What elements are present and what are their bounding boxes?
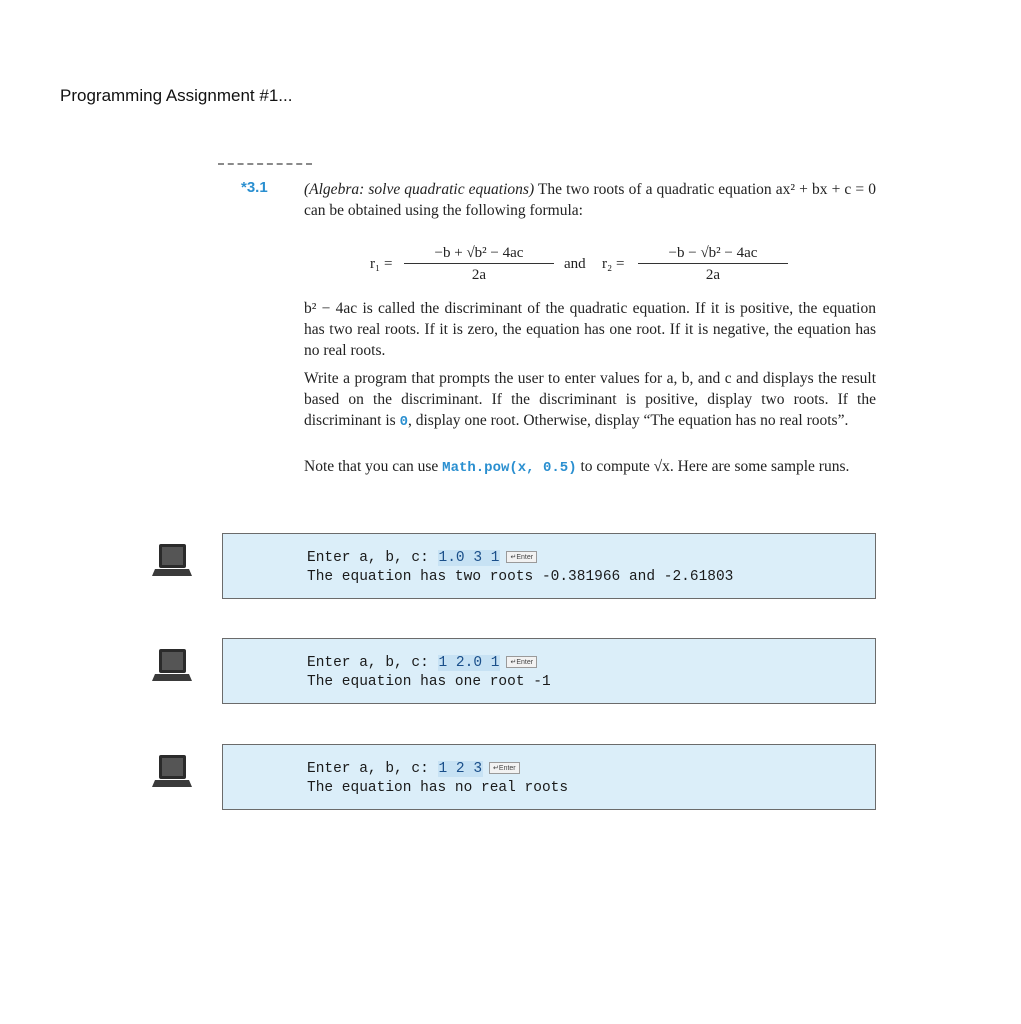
task-zero: 0 — [399, 414, 408, 430]
page-title: Programming Assignment #1... — [60, 86, 293, 105]
intro-text: The two roots of a quadratic equation ax² + bx + c = 0 can be obtained using the following formula: — [304, 181, 876, 219]
run-input-line — [307, 655, 537, 671]
r2-fraction — [638, 243, 788, 286]
and-label: and — [564, 256, 586, 272]
note-paragraph — [304, 456, 876, 479]
r1-denominator: 2a — [471, 267, 487, 283]
r2-label: r₂ = — [602, 256, 625, 272]
enter-key-icon: ↵Enter — [489, 762, 520, 774]
quadratic-formula — [370, 243, 800, 289]
exercise-intro — [304, 179, 876, 221]
run-output: The equation has no real roots — [307, 780, 569, 796]
sample-run-2 — [222, 638, 876, 704]
r1-numerator: −b + √b² − 4ac — [404, 243, 554, 264]
sample-run-1 — [222, 533, 876, 599]
r2-denominator: 2a — [705, 267, 721, 283]
run-input-line — [307, 550, 537, 566]
exercise-number: *3.1 — [241, 179, 268, 196]
run-user-input: 1 2.0 1 — [438, 655, 500, 671]
note-code: Math.pow(x, 0.5) — [442, 460, 577, 476]
laptop-icon — [152, 543, 192, 579]
r1-fraction — [404, 243, 554, 286]
sample-run-3 — [222, 744, 876, 810]
run-input-line — [307, 761, 520, 777]
task-text-b: , display one root. Otherwise, display “The equation has no real roots”. — [407, 412, 849, 429]
run-output: The equation has one root -1 — [307, 674, 551, 690]
run-prompt: Enter a, b, c: — [307, 550, 438, 566]
note-text-b: to compute √x. Here are some sample runs. — [576, 458, 850, 475]
laptop-icon — [152, 754, 192, 790]
run-user-input: 1.0 3 1 — [438, 550, 500, 566]
r2-numerator: −b − √b² − 4ac — [638, 243, 788, 264]
enter-key-icon: ↵Enter — [506, 656, 537, 668]
exercise-topic: (Algebra: solve quadratic equations) — [304, 181, 535, 198]
section-divider — [218, 163, 312, 165]
note-text-a: Note that you can use — [304, 458, 443, 475]
task-text-a: Write a program that prompts the user to enter values for a, b, and c and displays the result based on the discriminant. If the discriminant is positive, display two roots. If the discriminant is — [304, 370, 876, 429]
run-output: The equation has two roots -0.381966 and -2.61803 — [307, 569, 734, 585]
discriminant-paragraph: b² − 4ac is called the discriminant of the quadratic equation. If it is positive, the equation has two real roots. If it is zero, the equation has one root. If it is negative, the equation has no real roots. — [304, 300, 876, 359]
run-prompt: Enter a, b, c: — [307, 655, 438, 671]
run-user-input: 1 2 3 — [438, 761, 483, 777]
r1-label: r₁ = — [370, 256, 393, 272]
enter-key-icon: ↵Enter — [506, 551, 537, 563]
task-paragraph — [304, 368, 876, 433]
run-prompt: Enter a, b, c: — [307, 761, 438, 777]
laptop-icon — [152, 648, 192, 684]
